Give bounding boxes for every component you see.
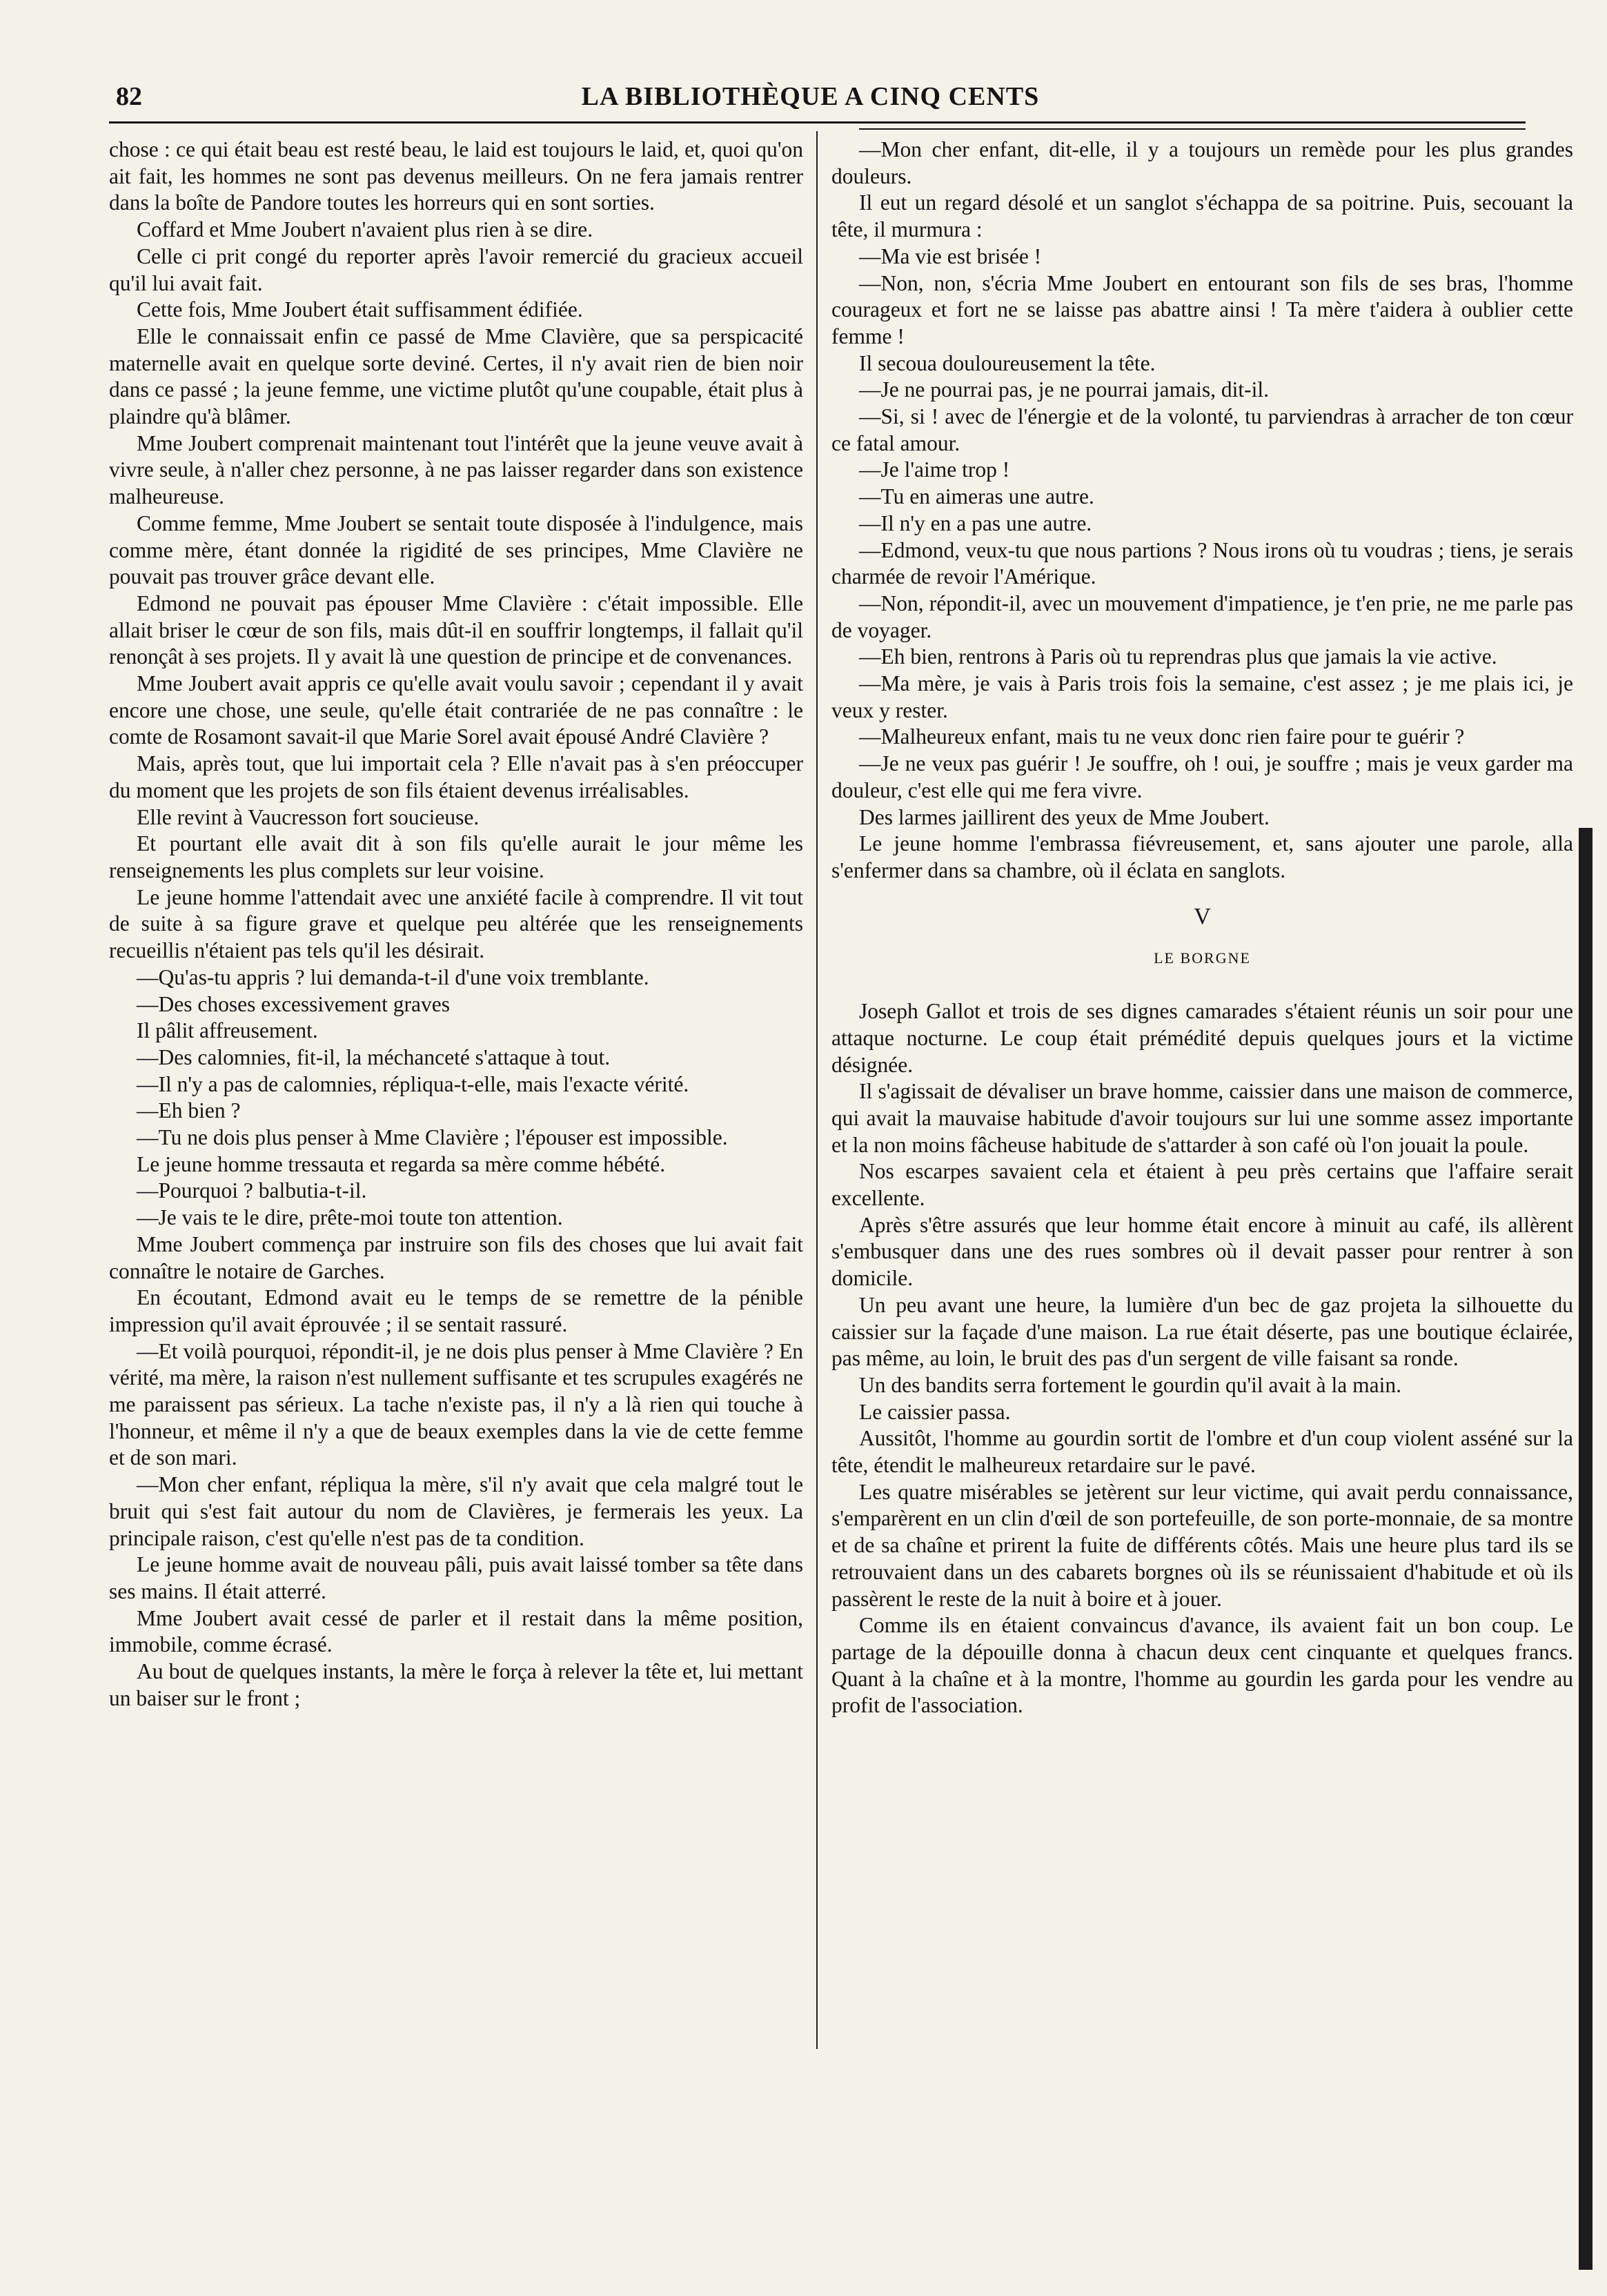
paragraph: —Non, répondit-il, avec un mouvement d'impatience, je t'en prie, ne me parle pas de voyager.: [831, 591, 1573, 642]
paragraph: chose : ce qui était beau est resté beau, le laid est toujours le laid, et, quoi qu'on ait fait, les hommes ne sont pas devenus meilleurs. On ne fera jamais rentrer dans la boîte de Pandore toutes les horreurs qui en sont sorties.: [109, 137, 803, 215]
paragraph: Il s'agissait de dévaliser un brave homme, caissier dans une maison de commerce, qui avait la mauvaise habitude d'avoir toujours sur lui une somme assez importante et la non moins fâcheuse habitude de s'attarder à son café où l'on jouait la poule.: [831, 1079, 1573, 1157]
paragraph: Mme Joubert comprenait maintenant tout l'intérêt que la jeune veuve avait à vivre seule, à n'aller chez personne, à ne pas laisser regarder dans son existence malheureuse.: [109, 430, 803, 509]
page-header: [103, 75, 1517, 116]
paragraph: —Edmond, veux-tu que nous partions ? Nous irons où tu voudras ; tiens, je serais charmée de revoir l'Amérique.: [831, 537, 1573, 589]
paragraph: Celle ci prit congé du reporter après l'avoir remercié du gracieux accueil qu'il lui avait fait.: [109, 244, 803, 295]
paragraph: Joseph Gallot et trois de ses dignes camarades s'étaient réunis un soir pour une attaque nocturne. Le coup était prémédité depuis quelques jours et la victime désignée.: [831, 999, 1573, 1077]
left-column: [109, 137, 803, 1712]
right-column-text-before: [831, 137, 1573, 884]
paragraph: Cette fois, Mme Joubert était suffisamment édifiée.: [137, 297, 583, 322]
paragraph: —Non, non, s'écria Mme Joubert en entourant son fils de ses bras, l'homme courageux et fort ne se laisse pas abattre ainsi ! Ta mère t'aidera à oublier cette femme !: [831, 270, 1573, 348]
paragraph: —Mon cher enfant, répliqua la mère, s'il n'y avait que cela malgré tout le bruit qui s'est fait autour du nom de Clavières, je fermerais les yeux. La principale raison, c'est qu'elle n'est pas de ta condition.: [109, 1472, 803, 1550]
paragraph: Mme Joubert avait cessé de parler et il restait dans la même position, immobile, comme écrasé.: [109, 1605, 803, 1657]
header-rule-secondary: [859, 128, 1526, 130]
column-divider: [816, 131, 818, 2049]
paragraph: —Eh bien ?: [137, 1098, 241, 1123]
paragraph: Mme Joubert avait appris ce qu'elle avait voulu savoir ; cependant il y avait encore une chose, une seule, qu'elle était contrariée de ne pas connaître : le comte de Rosamont savait-il que Marie Sorel avait épousé André Clavière ?: [109, 671, 803, 749]
paragraph: —Il n'y en a pas une autre.: [859, 511, 1092, 535]
paragraph: Après s'être assurés que leur homme était encore à minuit au café, ils allèrent s'embusquer dans une des rues sombres où il devait passer pour rentrer à son domicile.: [831, 1212, 1573, 1291]
paragraph: —Pourquoi ? balbutia-t-il.: [137, 1178, 367, 1203]
paragraph: Le jeune homme tressauta et regarda sa mère comme hébété.: [137, 1151, 666, 1176]
paragraph: Le jeune homme avait de nouveau pâli, puis avait laissé tomber sa tête dans ses mains. Il était atterré.: [109, 1552, 803, 1603]
paragraph: Edmond ne pouvait pas épouser Mme Clavière : c'était impossible. Elle allait briser le cœur de son fils, mais dût-il en souffrir longtemps, il fallait qu'il renonçât à ses projets. Il y avait là une question de principe et de convenances.: [109, 591, 803, 669]
paragraph: Il eut un regard désolé et un sanglot s'échappa de sa poitrine. Puis, secouant la tête, il murmura :: [831, 190, 1573, 242]
paragraph: —Tu ne dois plus penser à Mme Clavière ; l'épouser est impossible.: [137, 1125, 728, 1150]
paragraph: Mme Joubert commença par instruire son fils des choses que lui avait fait connaître le notaire de Garches.: [109, 1231, 803, 1283]
header-rule: [109, 121, 1526, 123]
chapter-title: LE BORGNE: [1154, 949, 1251, 967]
paragraph: —Ma mère, je vais à Paris trois fois la semaine, c'est assez ; je me plais ici, je veux y rester.: [831, 671, 1573, 722]
paragraph: —Malheureux enfant, mais tu ne veux donc rien faire pour te guérir ?: [859, 724, 1465, 749]
paragraph: —Eh bien, rentrons à Paris où tu reprendras plus que jamais la vie active.: [859, 644, 1497, 669]
right-column-text-after: [831, 998, 1573, 1719]
paragraph: Comme ils en étaient convaincus d'avance, ils avaient fait un bon coup. Le partage de la dépouille donna à chacun deux cent cinquante et quelques francs. Quant à la chaîne et à la montre, l'homme au gourdin les garda pour les vendre au profit de l'association.: [831, 1613, 1573, 1718]
paragraph: Un des bandits serra fortement le gourdin qu'il avait à la main.: [859, 1372, 1401, 1397]
paragraph: —Je ne veux pas guérir ! Je souffre, oh ! oui, je souffre ; mais je veux garder ma douleur, c'est elle qui me fera vivre.: [831, 751, 1573, 802]
paragraph: —Je l'aime trop !: [859, 457, 1010, 482]
paragraph: Les quatre misérables se jetèrent sur leur victime, qui avait perdu connaissance, s'emparèrent en un clin d'œil de son portefeuille, de son porte-monnaie, de sa montre et de sa chaîne et prirent la fuite de différents côtés. Mais une heure plus tard ils se retrouvaient dans un des cabarets borgnes où ils se réunissaient d'habitude et où ils passèrent le reste de la nuit à boire et à jouer.: [831, 1479, 1573, 1611]
paragraph: Il secoua douloureusement la tête.: [859, 350, 1156, 375]
paragraph: —Si, si ! avec de l'énergie et de la volonté, tu parviendras à arracher de ton cœur ce fatal amour.: [831, 404, 1573, 455]
running-title: LA BIBLIOTHÈQUE A CINQ CENTS: [581, 82, 1040, 111]
right-column: [831, 137, 1573, 1719]
paragraph: —Des calomnies, fit-il, la méchanceté s'attaque à tout.: [137, 1045, 611, 1069]
paragraph: Le jeune homme l'embrassa fiévreusement, et, sans ajouter une parole, alla s'enfermer dans sa chambre, où il éclata en sanglots.: [831, 831, 1573, 882]
paragraph: Coffard et Mme Joubert n'avaient plus rien à se dire.: [137, 217, 593, 242]
paragraph: Un peu avant une heure, la lumière d'un bec de gaz projeta la silhouette du caissier sur la façade d'une maison. La rue était déserte, pas une boutique éclairée, pas même, au loin, le bruit des pas d'un sergent de ville faisant sa ronde.: [831, 1292, 1573, 1371]
paragraph: Au bout de quelques instants, la mère le força à relever la tête et, lui mettant un baiser sur le front ;: [109, 1659, 803, 1710]
paragraph: —Je ne pourrai pas, je ne pourrai jamais, dit-il.: [859, 377, 1269, 402]
page-number: 82: [116, 82, 142, 111]
paragraph: Nos escarpes savaient cela et étaient à peu près certains que l'affaire serait excellente.: [831, 1159, 1573, 1211]
paragraph: Aussitôt, l'homme au gourdin sortit de l'ombre et d'un coup violent asséné sur la tête, étendit le malheureux retardaire sur le pavé.: [831, 1426, 1573, 1478]
paragraph: —Et voilà pourquoi, répondit-il, je ne dois plus penser à Mme Clavière ? En vérité, ma mère, la raison n'est nullement suffisante et tes scrupules exagérés ne me paraissent pas sérieux. La tache n'existe pas, il n'y a là rien qui touche à l'honneur, et même il n'y a que de beaux exemples dans la vie de cette femme et de son mari.: [109, 1338, 803, 1470]
paragraph: En écoutant, Edmond avait eu le temps de se remettre de la pénible impression qu'il avait éprouvée ; il se sentait rassuré.: [109, 1285, 803, 1336]
paragraph: Le caissier passa.: [859, 1399, 1011, 1424]
paragraph: Des larmes jaillirent des yeux de Mme Joubert.: [859, 804, 1270, 829]
paragraph: Elle le connaissait enfin ce passé de Mme Clavière, que sa perspicacité maternelle avait en quelque sorte deviné. Certes, il n'y avait rien de bien noir dans ce passé ; la jeune femme, une victime plutôt qu'une coupable, était plus à plaindre qu'à blâmer.: [109, 324, 803, 429]
paragraph: —Mon cher enfant, dit-elle, il y a toujours un remède pour les plus grandes douleurs.: [831, 137, 1573, 188]
paragraph: Elle revint à Vaucresson fort soucieuse.: [137, 804, 480, 829]
paragraph: Et pourtant elle avait dit à son fils qu'elle aurait le jour même les renseignements les plus complets sur leur voisine.: [109, 831, 803, 882]
chapter-number: V: [1194, 903, 1211, 929]
paragraph: —Il n'y a pas de calomnies, répliqua-t-elle, mais l'exacte vérité.: [137, 1071, 689, 1096]
paragraph: Le jeune homme l'attendait avec une anxiété facile à comprendre. Il vit tout de suite à sa figure grave et quelque peu altérée que les renseignements recueillis n'étaient pas tels qu'il les désirait.: [109, 884, 803, 963]
paragraph: —Ma vie est brisée !: [859, 244, 1042, 268]
scan-edge-shadow: [1579, 828, 1593, 2270]
paragraph: Il pâlit affreusement.: [137, 1018, 318, 1043]
paragraph: Mais, après tout, que lui importait cela ? Elle n'avait pas à s'en préoccuper du moment que les projets de son fils étaient devenus irréalisables.: [109, 751, 803, 802]
paragraph: —Des choses excessivement graves: [137, 991, 450, 1016]
paragraph: —Tu en aimeras une autre.: [859, 484, 1094, 509]
paragraph: Comme femme, Mme Joubert se sentait toute disposée à l'indulgence, mais comme mère, étant donnée la rigidité de ses principes, Mme Clavière ne pouvait pas trouver grâce devant elle.: [109, 511, 803, 589]
paragraph: —Je vais te le dire, prête-moi toute ton attention.: [137, 1205, 563, 1230]
paragraph: —Qu'as-tu appris ? lui demanda-t-il d'une voix tremblante.: [137, 964, 649, 989]
